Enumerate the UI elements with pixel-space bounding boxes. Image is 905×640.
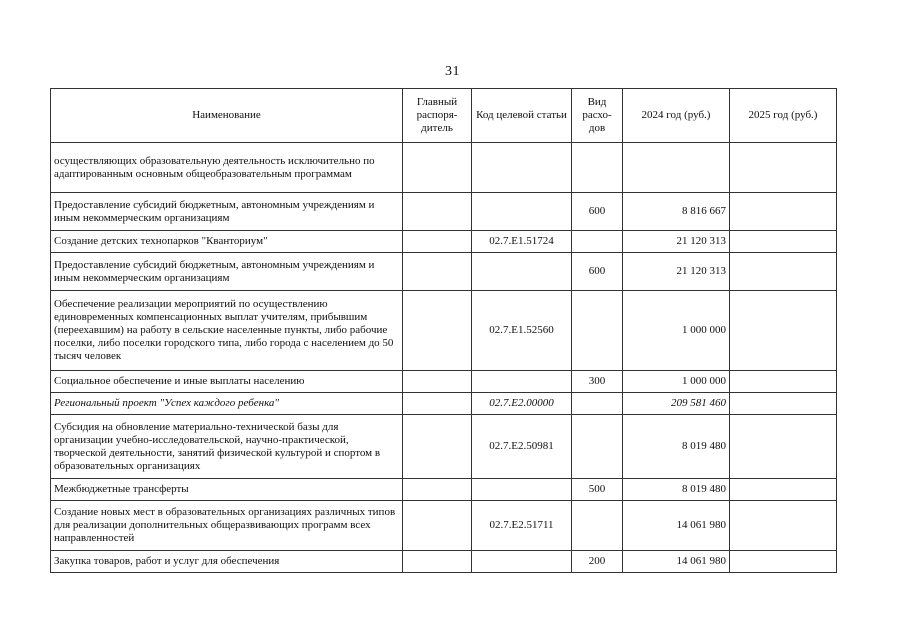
table-header-row <box>51 89 837 143</box>
cell-name: Предоставление субсидий бюджетным, автономным учреждениям и иным некоммерческим организациям <box>51 253 403 291</box>
table-row <box>51 501 837 551</box>
cell-admin <box>403 415 472 479</box>
cell-y2025 <box>730 415 837 479</box>
cell-code: 02.7.E2.51711 <box>472 501 572 551</box>
table-row <box>51 291 837 371</box>
cell-y2024: 8 816 667 <box>623 193 730 231</box>
cell-admin <box>403 393 472 415</box>
table-row <box>51 193 837 231</box>
cell-y2025 <box>730 371 837 393</box>
cell-type <box>572 231 623 253</box>
cell-code: 02.7.E1.52560 <box>472 291 572 371</box>
cell-y2025 <box>730 143 837 193</box>
cell-y2025 <box>730 231 837 253</box>
cell-y2024: 8 019 480 <box>623 415 730 479</box>
cell-admin <box>403 253 472 291</box>
cell-code <box>472 371 572 393</box>
cell-name: Создание детских технопарков "Кванториум" <box>51 231 403 253</box>
cell-y2024: 1 000 000 <box>623 291 730 371</box>
cell-name: Субсидия на обновление материально-технической базы для организации учебно-исследовательской, научно-практической, творческой деятельности, занятий физической культурой и спортом в образовательных организациях <box>51 415 403 479</box>
header-name: Наименование <box>51 89 403 143</box>
page-number: 31 <box>445 64 460 79</box>
table-row <box>51 143 837 193</box>
cell-type: 500 <box>572 479 623 501</box>
cell-admin <box>403 479 472 501</box>
cell-admin <box>403 193 472 231</box>
cell-y2024: 1 000 000 <box>623 371 730 393</box>
cell-y2025 <box>730 253 837 291</box>
table-row <box>51 551 837 573</box>
cell-admin <box>403 291 472 371</box>
cell-y2024: 14 061 980 <box>623 551 730 573</box>
cell-admin <box>403 371 472 393</box>
cell-name: осуществляющих образовательную деятельность исключительно по адаптированным основным общеобразовательным программам <box>51 143 403 193</box>
cell-y2025 <box>730 551 837 573</box>
header-type: Вид расхо-дов <box>572 89 623 143</box>
cell-y2025 <box>730 291 837 371</box>
cell-type <box>572 393 623 415</box>
table-row <box>51 371 837 393</box>
cell-code <box>472 479 572 501</box>
cell-code: 02.7.E2.50981 <box>472 415 572 479</box>
cell-y2024: 21 120 313 <box>623 231 730 253</box>
table-row <box>51 393 837 415</box>
cell-code <box>472 193 572 231</box>
cell-name: Предоставление субсидий бюджетным, автономным учреждениям и иным некоммерческим организациям <box>51 193 403 231</box>
cell-type: 200 <box>572 551 623 573</box>
cell-code <box>472 551 572 573</box>
cell-y2025 <box>730 193 837 231</box>
cell-admin <box>403 501 472 551</box>
cell-type <box>572 291 623 371</box>
cell-name: Обеспечение реализации мероприятий по осуществлению единовременных компенсационных выплат учителям, прибывшим (переехавшим) на работу в сельские населенные пункты, либо рабочие поселки, либо поселки городского типа, либо города с населением до 50 тысяч человек <box>51 291 403 371</box>
table-row <box>51 479 837 501</box>
cell-type: 600 <box>572 253 623 291</box>
cell-admin <box>403 143 472 193</box>
cell-admin <box>403 551 472 573</box>
cell-code <box>472 253 572 291</box>
cell-type <box>572 501 623 551</box>
cell-type: 300 <box>572 371 623 393</box>
budget-table <box>50 88 837 573</box>
header-code: Код целевой статьи <box>472 89 572 143</box>
table-row <box>51 231 837 253</box>
table-row <box>51 253 837 291</box>
cell-type <box>572 143 623 193</box>
cell-y2025 <box>730 479 837 501</box>
cell-name: Закупка товаров, работ и услуг для обеспечения <box>51 551 403 573</box>
cell-name: Региональный проект "Успех каждого ребенка" <box>51 393 403 415</box>
cell-y2024: 209 581 460 <box>623 393 730 415</box>
cell-name: Межбюджетные трансферты <box>51 479 403 501</box>
header-2024: 2024 год (руб.) <box>623 89 730 143</box>
header-2025: 2025 год (руб.) <box>730 89 837 143</box>
cell-y2025 <box>730 501 837 551</box>
cell-code <box>472 143 572 193</box>
cell-name: Социальное обеспечение и иные выплаты населению <box>51 371 403 393</box>
cell-admin <box>403 231 472 253</box>
cell-code: 02.7.E1.51724 <box>472 231 572 253</box>
cell-type <box>572 415 623 479</box>
cell-name: Создание новых мест в образовательных организациях различных типов для реализации дополнительных общеразвивающих программ всех направленностей <box>51 501 403 551</box>
table-row <box>51 415 837 479</box>
cell-y2024: 8 019 480 <box>623 479 730 501</box>
cell-code: 02.7.E2.00000 <box>472 393 572 415</box>
cell-y2024 <box>623 143 730 193</box>
cell-y2024: 14 061 980 <box>623 501 730 551</box>
table-body <box>51 143 837 573</box>
cell-y2025 <box>730 393 837 415</box>
cell-type: 600 <box>572 193 623 231</box>
cell-y2024: 21 120 313 <box>623 253 730 291</box>
header-admin: Главный распоря-дитель <box>403 89 472 143</box>
